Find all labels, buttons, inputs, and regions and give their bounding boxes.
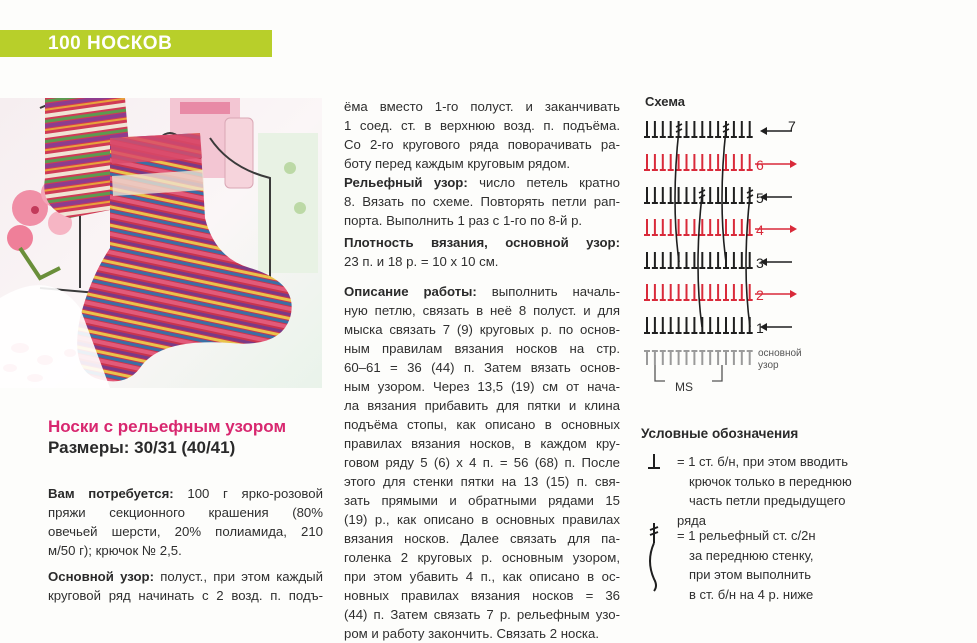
work-line: правилах вязания носков, в каждом кру- xyxy=(344,436,620,451)
work-line: ную петлю, связать в неё 8 полуст. и для xyxy=(344,303,620,318)
row-number: 7 xyxy=(788,118,796,134)
main-pattern-paragraph xyxy=(48,567,323,605)
density-label: Плотность вязания, основной узор: xyxy=(344,235,620,250)
socks-photo xyxy=(0,98,322,388)
legend-line: при этом выполнить xyxy=(689,567,812,582)
socks-illustration xyxy=(0,98,322,388)
intro-line: Со 2-го кругового ряда поворачивать ра- xyxy=(344,137,620,152)
legend-line: = 1 ст. б/н, при этом вводить xyxy=(677,454,849,469)
legend-line: часть петли предыдущего xyxy=(689,493,846,508)
materials-line: пряжи секционного крашения (80% xyxy=(48,505,323,520)
work-line: 60–61 = 36 (44) п. Затем вязать основ- xyxy=(344,360,620,375)
intro-line: ёма вместо 1-го полуст. и заканчивать xyxy=(344,99,620,114)
row-arrow-head xyxy=(790,160,797,168)
base-row-label: узор xyxy=(758,360,779,371)
work-line: подъёма стопы, как описано в основных xyxy=(344,417,620,432)
materials-label: Вам потребуется: xyxy=(48,486,174,501)
work-line: ным узором. Через 13,5 (19) см от нача- xyxy=(344,379,620,394)
work-line: при этом убавить 4 п., как описано в ос- xyxy=(344,569,620,584)
sc-front-loop-icon xyxy=(648,454,660,468)
relief-line: 8. Вязать по схеме. Повторять петли рап- xyxy=(344,194,620,209)
header-title: 100 НОСКОВ xyxy=(48,33,173,54)
row-arrow-head xyxy=(760,127,767,135)
relief-line: порта. Выполнить 1 раз с 1-го по 8-й р. xyxy=(344,213,583,228)
work-line: выполнить началь- xyxy=(476,284,620,299)
bottle xyxy=(225,118,253,188)
work-paragraph xyxy=(344,282,620,643)
green-box xyxy=(258,133,318,273)
row-number: 6 xyxy=(756,157,764,173)
legend-line: ряда xyxy=(677,512,706,528)
legend-item-relief xyxy=(677,526,816,604)
work-line: вязания носков. Далее связать для па- xyxy=(344,531,620,546)
intro-line: 1 соед. ст. в верхнюю возд. п. подъёма. xyxy=(344,118,620,133)
relief-label: Рельефный узор: xyxy=(344,175,468,190)
legend-line: в ст. б/н на 4 р. ниже xyxy=(689,586,814,602)
row-number: 2 xyxy=(756,287,764,303)
work-line: ром и работу закончить. Связать 2 носка. xyxy=(344,626,599,641)
intro-line: боту перед каждым круговым рядом. xyxy=(344,156,571,171)
relief-stitch-icon xyxy=(650,523,658,591)
row-number: 1 xyxy=(756,320,764,336)
relief-paragraph xyxy=(344,173,620,230)
materials-line: овечьей шерсти, 20% полиамида, 210 xyxy=(48,524,323,539)
row-number: 5 xyxy=(756,190,764,206)
work-line: ла вязания прибавить для пятки и клина xyxy=(344,398,620,413)
legend-title: Условные обозначения xyxy=(641,426,799,441)
legend-item-sc xyxy=(677,452,852,530)
article-sizes: Размеры: 30/31 (40/41) xyxy=(48,438,236,457)
relief-line: число петель кратно xyxy=(467,175,620,190)
work-line: зать прямыми и обратными рядами 15 xyxy=(344,493,620,508)
main-pattern-line: полуст., при этом каждый xyxy=(153,569,324,584)
legend-line: крючок только в переднюю xyxy=(689,473,852,489)
main-pattern-label: Основной узор: xyxy=(48,569,154,584)
materials-line: м/50 г); крючок № 2,5. xyxy=(48,543,182,558)
work-line: новных правилах вязания носков = 36 xyxy=(344,588,620,603)
legend-line: за переднюю стенку, xyxy=(689,547,814,563)
row-number: 4 xyxy=(756,222,764,238)
work-line: мыска связать 7 (9) круговых р. по основ- xyxy=(344,322,620,337)
scheme-title: Схема xyxy=(645,94,686,109)
work-line: говом ряду 5 (6) х 4 п. = 56 (68) п. После xyxy=(344,455,620,470)
work-line: ным правилам вязания носков на стр. xyxy=(344,341,620,356)
legend-line: = 1 рельефный ст. с/2н xyxy=(677,528,816,543)
legend-symbols xyxy=(646,451,674,601)
density-paragraph xyxy=(344,233,620,271)
repeat-label: MS xyxy=(675,380,693,394)
main-pattern-line: круговой ряд начинать с 2 возд. п. подъ- xyxy=(48,588,323,603)
base-row-label: основной xyxy=(758,348,802,359)
work-line: (44) п. Затем связать 7 р. рельефным узо- xyxy=(344,607,620,622)
materials-paragraph xyxy=(48,484,323,560)
article-title: Носки с рельефным узором xyxy=(48,417,287,436)
work-line: голенка 2 круговых р. основным узором, xyxy=(344,550,620,565)
density-text: 23 п. и 18 р. = 10 х 10 см. xyxy=(344,254,499,269)
scheme-grid xyxy=(644,121,797,365)
row-arrow-head xyxy=(790,225,797,233)
crochet-scheme xyxy=(630,115,820,400)
row-arrow-head xyxy=(790,290,797,298)
work-label: Описание работы: xyxy=(344,284,477,299)
work-line: (19) р., как описано в основных правилах xyxy=(344,512,620,527)
work-line: этого для стенки пятки на 13 (15) п. свя- xyxy=(344,474,620,489)
row-number: 3 xyxy=(756,255,764,271)
intro-paragraph xyxy=(344,97,620,173)
repeat-bracket xyxy=(655,365,722,381)
materials-line: 100 г ярко-розовой xyxy=(173,486,323,501)
